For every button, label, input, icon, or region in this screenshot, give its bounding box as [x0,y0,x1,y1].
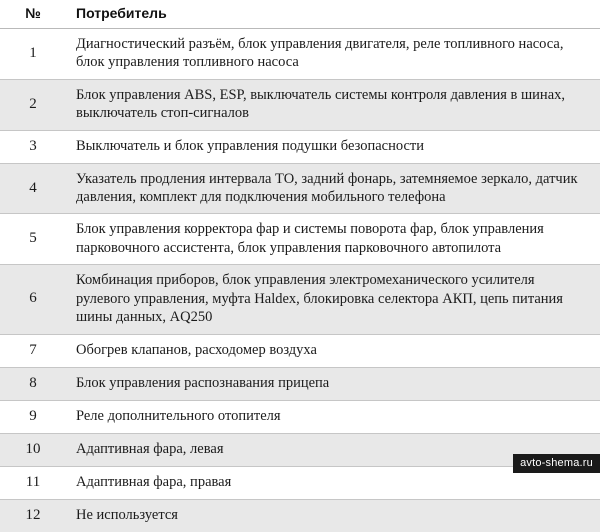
fuse-number: 5 [0,214,66,265]
fuse-consumer: Указатель продления интервала ТО, задний фонарь, затемняемое зеркало, датчик давления, комплект для подключения мобильного телефона [66,163,600,214]
table-row [0,214,600,265]
column-header-number: № [0,0,66,29]
fuse-consumer: Блок управления ABS, ESP, выключатель системы контроля давления в шинах, выключатель стоп-сигналов [66,79,600,130]
fuse-consumer: Диагностический разъём, блок управления двигателя, реле топливного насоса, блок управления топливного насоса [66,29,600,80]
fuse-consumer: Выключатель и блок управления подушки безопасности [66,130,600,163]
fuse-consumer: Адаптивная фара, левая [66,433,600,466]
table-row [0,400,600,433]
table-row [0,163,600,214]
table-row [0,130,600,163]
table-row [0,79,600,130]
fuse-consumer: Блок управления распознавания прицепа [66,367,600,400]
table-row [0,265,600,334]
fuse-consumer: Обогрев клапанов, расходомер воздуха [66,334,600,367]
fuse-consumer: Блок управления корректора фар и системы поворота фар, блок управления парковочного ассистента, блок управления парковочного автопилота [66,214,600,265]
fuse-consumer: Реле дополнительного отопителя [66,400,600,433]
table-body [0,29,600,532]
fuse-number: 10 [0,433,66,466]
fuse-number: 2 [0,79,66,130]
fuse-number: 4 [0,163,66,214]
fuse-number: 11 [0,466,66,499]
fuse-number: 6 [0,265,66,334]
table-row [0,433,600,466]
fuse-consumer: Комбинация приборов, блок управления электромеханического усилителя рулевого управления, муфта Haldex, блокировка селектора АКП, цепь питания шины данных, AQ250 [66,265,600,334]
table-header [0,0,600,29]
fuse-consumer: Не используется [66,499,600,532]
fuse-number: 8 [0,367,66,400]
table-row [0,499,600,532]
fuse-number: 12 [0,499,66,532]
fuse-number: 7 [0,334,66,367]
fuse-number: 9 [0,400,66,433]
table-row [0,334,600,367]
fuse-consumer: Адаптивная фара, правая [66,466,600,499]
column-header-consumer: Потребитель [66,0,600,29]
site-watermark: avto-shema.ru [513,454,600,473]
fuse-number: 3 [0,130,66,163]
fuse-number: 1 [0,29,66,80]
table-row [0,367,600,400]
table-row [0,466,600,499]
table-row [0,29,600,80]
table-header-row [0,0,600,29]
